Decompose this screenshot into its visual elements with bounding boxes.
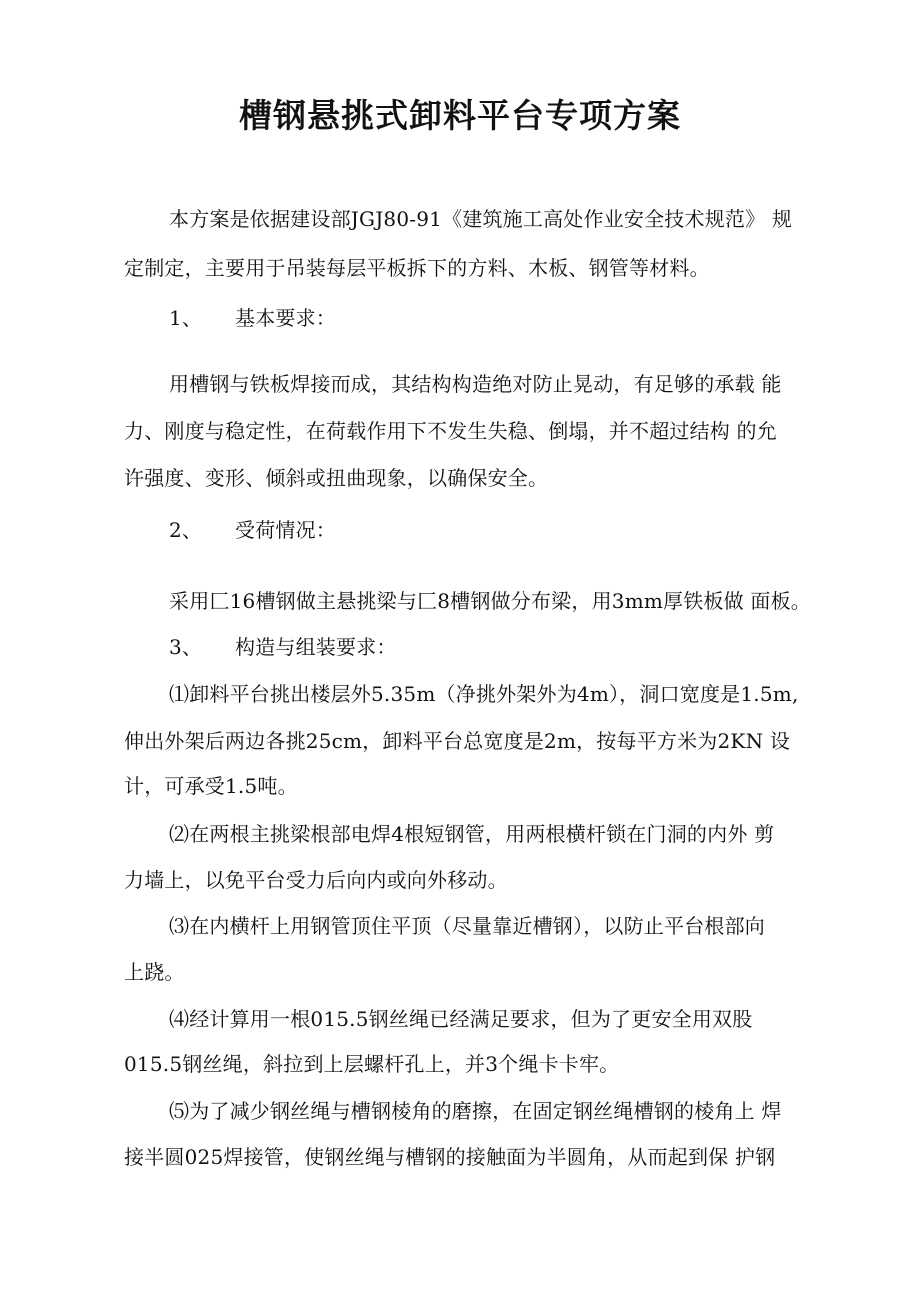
paragraph-line: 许强度、变形、倾斜或扭曲现象，以确保安全。 (124, 466, 549, 490)
section-number: 3、 (169, 635, 203, 659)
list-item-line: ⑸为了减少钢丝绳与槽钢棱角的磨擦，在固定钢丝绳槽钢的棱角上 焊 (169, 1099, 782, 1123)
section-heading-text: 基本要求： (235, 306, 336, 330)
list-item-line: 力墙上，以免平台受力后向内或向外移动。 (124, 868, 508, 892)
list-item-line: ⑷经计算用一根015.5钢丝绳已经满足要求，但为了更安全用双股 (169, 1007, 753, 1031)
paragraph-line: 用槽钢与铁板焊接而成，其结构构造绝对防止晃动，有足够的承载 能 (169, 372, 782, 396)
section-number: 1、 (169, 306, 203, 330)
document-title: 槽钢悬挑式卸料平台专项方案 (239, 96, 681, 135)
section-heading-basic-requirements (169, 303, 336, 333)
list-item-line: 计，可承受1.5吨。 (124, 774, 298, 798)
paragraph-line: 定制定，主要用于吊装每层平板拆下的方料、木板、钢管等材料。 (124, 256, 710, 280)
list-item-line: 上跷。 (124, 960, 185, 984)
paragraph-line: 采用匚16槽钢做主悬挑梁与匚8槽钢做分布梁，用3mm厚铁板做 面板。 (169, 589, 811, 613)
list-item-line: ⑵在两根主挑梁根部电焊4根短钢管，用两根横杆锁在门洞的内外 剪 (169, 822, 775, 846)
list-item-line: 伸出外架后两边各挑25cm，卸料平台总宽度是2m，按每平方米为2KN 设 (124, 729, 791, 753)
section-number: 2、 (169, 518, 203, 542)
paragraph-line: 本方案是依据建设部JGJ80-91《建筑施工高处作业安全技术规范》 规 (169, 207, 793, 231)
section-heading-text: 构造与组装要求： (235, 635, 397, 659)
list-item-line: ⑴卸料平台挑出楼层外5.35m（净挑外架外为4m），洞口宽度是1.5m, (169, 682, 799, 706)
paragraph-line: 力、刚度与稳定性，在荷载作用下不发生失稳、倒塌，并不超过结构 的允 (124, 419, 777, 443)
list-item-line: ⑶在内横杆上用钢管顶住平顶（尽量靠近槽钢），以防止平台根部向 (169, 914, 765, 938)
section-heading-load-conditions (169, 515, 336, 545)
list-item-line: 015.5钢丝绳，斜拉到上层螺杆孔上，并3个绳卡卡牢。 (124, 1052, 620, 1076)
list-item-line: 接半圆025焊接管，使钢丝绳与槽钢的接触面为半圆角，从而起到保 护钢 (124, 1145, 776, 1169)
section-heading-text: 受荷情况： (235, 518, 336, 542)
section-heading-construction-assembly (169, 632, 397, 662)
